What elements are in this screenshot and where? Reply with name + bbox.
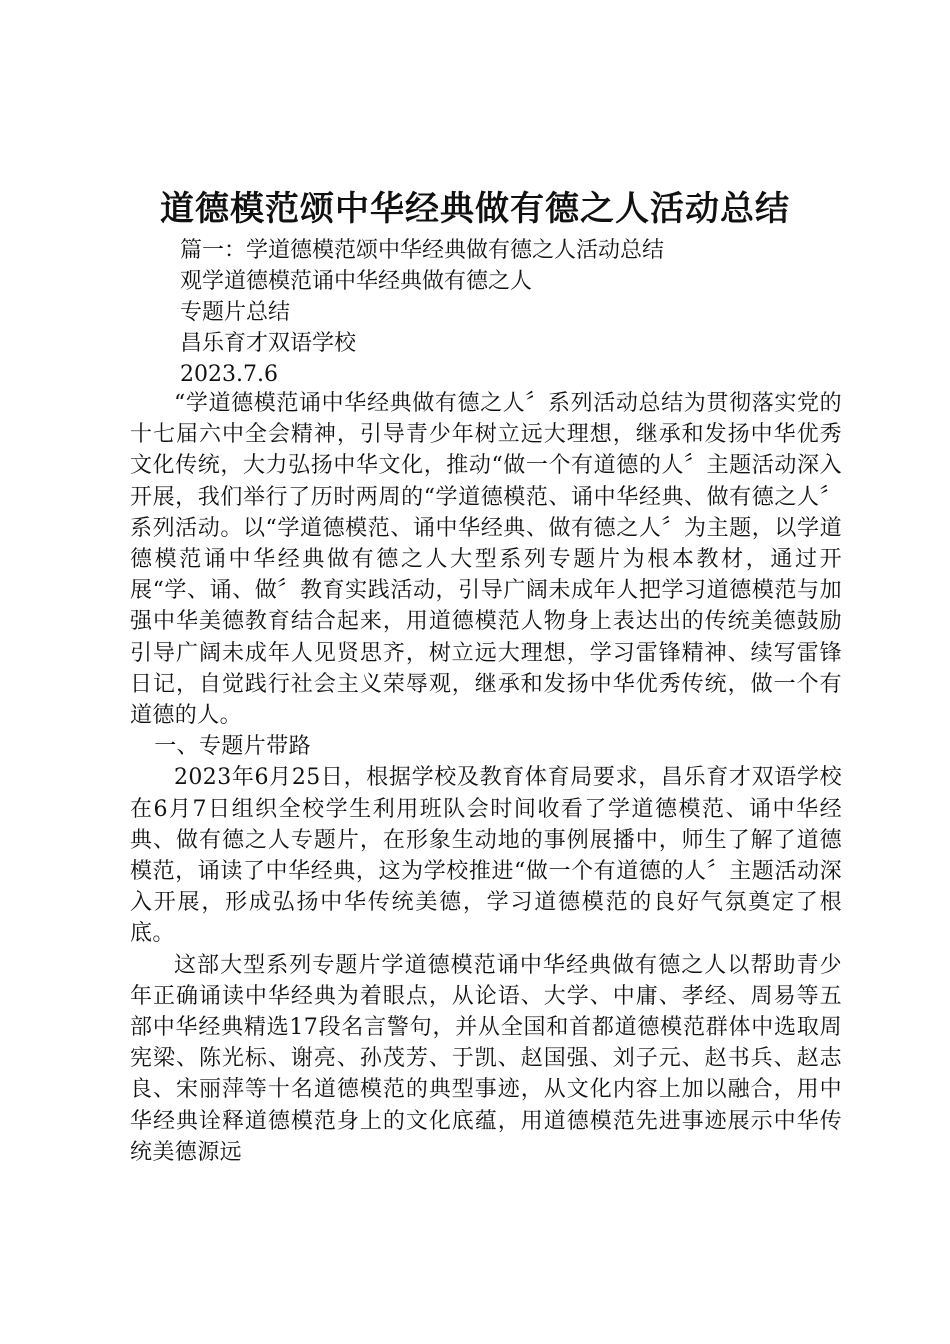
subtitle-line-2: 专题片总结 [180,300,291,325]
subtitle-line-1: 观学道德模范诵中华经典做有德之人 [180,269,533,294]
document-body [130,388,842,1168]
document-title: 道德模范颂中华经典做有德之人活动总结 [160,189,790,229]
school-name: 昌乐育才双语学校 [180,331,357,356]
paragraph-series: 这部大型系列专题片学道德模范诵中华经典做有德之人以帮助青少年正确诵读中华经典为着眼点，从论语、大学、中庸、孝经、周易等五部中华经典精选17段名言警句，并从全国和首都道德模范群体中选取周宪梁、陈光标、谢亮、孙茂芳、于凯、赵国强、刘子元、赵书兵、赵志良、宋丽萍等十名道德模范的典型事迹，从文化内容上加以融合，用中华经典诠释道德模范身上的文化底蕴，用道德模范先进事迹展示中华传统美德源远 [130,952,842,1165]
paragraph-intro: “学道德模范诵中华经典做有德之人〞系列活动总结为贯彻落实党的十七届六中全会精神，引导青少年树立远大理想，继承和发扬中华优秀文化传统，大力弘扬中华文化，推动“做一个有道德的人〞主题活动深入开展，我们举行了历时两周的“学道德模范、诵中华经典、做有德之人〞系列活动。以“学道德模范、诵中华经典、做有德之人〞为主题，以学道德模范诵中华经典做有德之人大型系列专题片为根本教材，通过开展“学、诵、做〞教育实践活动，引导广阔未成年人把学习道德模范与加强中华美德教育结合起来，用道德模范人物身上表达出的传统美德鼓励引导广阔未成年人见贤思齐，树立远大理想，学习雷锋精神、续写雷锋日记，自觉践行社会主义荣辱观，继承和发扬中华优秀传统，做一个有道德的人。 [130,391,842,729]
document-date: 2023.7.6 [180,362,278,387]
paragraph-screening: 2023年6月25日，根据学校及教育体育局要求，昌乐育才双语学校在6月7日组织全校学生利用班队会时间收看了学道德模范、诵中华经典、做有德之人专题片，在形象生动地的事例展播中，师生了解了道德模范，诵读了中华经典，这为学校推进“做一个有道德的人〞主题活动深入开展，形成弘扬中华传统美德，学习道德模范的良好气氛奠定了根底。 [130,765,842,947]
article-label: 篇一：学道德模范颂中华经典做有德之人活动总结 [180,238,665,263]
section-heading: 一、专题片带路 [154,734,311,760]
